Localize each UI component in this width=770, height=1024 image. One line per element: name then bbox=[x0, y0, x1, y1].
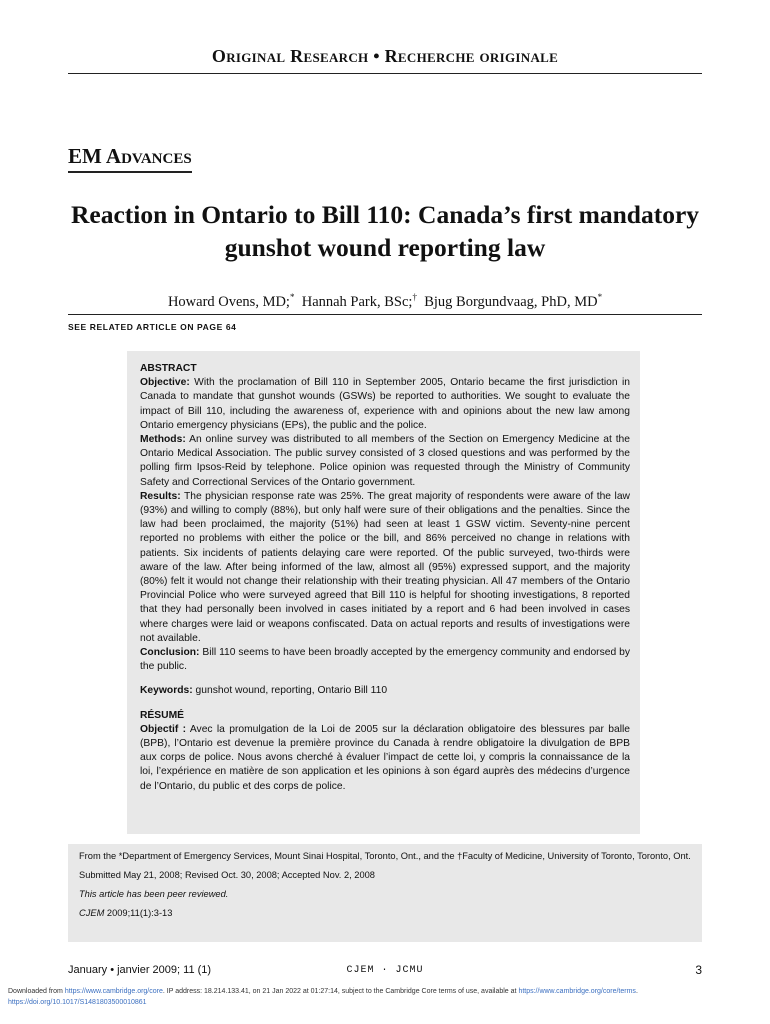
abstract-conclusion bbox=[140, 646, 630, 674]
citation-text: 2009;11(1):3-13 bbox=[106, 908, 173, 918]
submission-dates: Submitted May 21, 2008; Revised Oct. 30, 2008; Accepted Nov. 2, 2008 bbox=[79, 870, 375, 880]
journal-abbr: CJEM bbox=[79, 908, 105, 918]
author-name: Howard Ovens, MD; bbox=[167, 293, 290, 310]
author-mark: * bbox=[597, 292, 603, 302]
keywords-label: Keywords: bbox=[140, 685, 193, 697]
terms-link[interactable]: https://www.cambridge.org/core/terms bbox=[518, 988, 636, 995]
conclusion-label: Conclusion: bbox=[140, 647, 200, 659]
author-divider bbox=[68, 314, 702, 315]
abstract-methods bbox=[140, 433, 630, 490]
abstract-objective bbox=[140, 376, 630, 433]
author-name: Hannah Park, BSc; bbox=[301, 293, 413, 310]
download-middle: . IP address: 18.214.133.41, on 21 Jan 2022 at 01:27:14, subject to the Cambridge Core terms of use, available at bbox=[162, 988, 517, 995]
download-notice: Downloaded from https://www.cambridge.org/core. IP address: 18.214.133.41, on 21 Jan 2022 at 01:27:14, subject to the Cambridge Core terms of use, available at https://www.cambridge.org/core/terms. https://doi.org/10.1017/S1481803500010861 bbox=[8, 988, 638, 1006]
page-number: 3 bbox=[695, 963, 702, 977]
doi-link[interactable]: https://doi.org/10.1017/S1481803500010861 bbox=[8, 999, 147, 1006]
results-label: Results: bbox=[140, 490, 181, 502]
methods-label: Methods: bbox=[140, 434, 186, 446]
results-text: The physician response rate was 25%. The great majority of respondents were aware of the law (93%) and willing to comply (88%), but only half were sure of their obligations and the penalties. Since the law had been proclaimed, the majority (51%) had seen at least 1 GSW victim. Seventy-nine percent reported no problems with either the police or the bill, and 86% perceived no change in relations with patients. Six incidents of patients delaying care were reported. Of the public surveyed, two-thirds were aware of the law. After being informed of the law, almost all (95%) expressed support, and the majority (80%) felt it would not change their relationship with their treating physician. All 47 members of the Ontario Provincial Police who were surveyed agreed that Bill 110 is helpful for shooting investigations, 8 reported that they had personally been involved in cases initiated by a report and 6 had been involved in cases where charges were laid or weapons confiscated. Data on actual reports and results of investigations were not available. bbox=[140, 490, 630, 644]
conclusion-text: Bill 110 seems to have been broadly accepted by the emergency community and endorsed by the public. bbox=[140, 647, 630, 673]
section-divider bbox=[68, 73, 702, 74]
abstract-keywords bbox=[140, 684, 630, 698]
affiliation: From the *Department of Emergency Services, Mount Sinai Hospital, Toronto, Ont., and the †Faculty of Medicine, University of Toronto, Toronto, Ont. bbox=[79, 851, 691, 861]
article-title: Reaction in Ontario to Bill 110: Canada’s first mandatory gunshot wound reporting law bbox=[70, 200, 700, 262]
series-label: EM Advances bbox=[68, 144, 192, 173]
journal-name: CJEM · JCMU bbox=[346, 965, 424, 976]
citation bbox=[79, 907, 691, 920]
objective-label: Objective: bbox=[140, 377, 190, 389]
author-name: Bjug Borgundvaag, PhD, MD bbox=[424, 293, 598, 310]
abstract-text bbox=[140, 362, 630, 794]
cambridge-core-link[interactable]: https://www.cambridge.org/core bbox=[64, 988, 163, 995]
peer-review-note: This article has been peer reviewed. bbox=[79, 889, 229, 899]
keywords-text: gunshot wound, reporting, Ontario Bill 110 bbox=[195, 685, 388, 697]
author-mark: † bbox=[412, 292, 417, 302]
objective-text: With the proclamation of Bill 110 in September 2005, Ontario became the first jurisdiction in Canada to mandate that gunshot wounds (GSWs) be reported to authorities. We sought to evaluate the impact of Bill 110, including the awareness of, experience with and opinions about the new law among Ontario emergency physicians (EPs), the public and the police. bbox=[140, 377, 630, 431]
objectif-text: Avec la promulgation de la Loi de 2005 sur la déclaration obligatoire des blessures par balle (BPB), l’Ontario est devenue la première province du Canada à rendre obligatoire la divulgation de BPB aux corps de police. Nous avons cherché à évaluer l’impact de cette loi, y compris la connaissance de la loi, l’expérience en matière de son application et les opinions à son égard auprès des médecins d’urgence de l’Ontario, du public et des corps de police. bbox=[140, 723, 631, 792]
methods-text: An online survey was distributed to all members of the Section on Emergency Medicine at the Ontario Medical Association. The public survey consisted of 3 closed questions and was performed by the polling firm Ipsos-Reid by telephone. Police opinion was requested through the Ministry of Community Safety and Correctional Services of the Ontario government. bbox=[140, 434, 631, 488]
abstract-results bbox=[140, 490, 630, 646]
see-related-link[interactable]: SEE RELATED ARTICLE ON PAGE 64 bbox=[68, 322, 237, 332]
author-list bbox=[68, 292, 702, 311]
resume-objectif bbox=[140, 723, 630, 794]
section-header: Original Research • Recherche originale bbox=[211, 46, 559, 66]
abstract-heading: ABSTRACT bbox=[140, 363, 197, 374]
author-mark: * bbox=[289, 292, 295, 302]
footnote-text bbox=[79, 850, 691, 920]
resume-heading: RÉSUMÉ bbox=[140, 709, 185, 721]
download-prefix: Downloaded from bbox=[8, 988, 63, 995]
issue-info: January • janvier 2009; 11 (1) bbox=[68, 964, 212, 976]
objectif-label: Objectif : bbox=[140, 723, 187, 735]
